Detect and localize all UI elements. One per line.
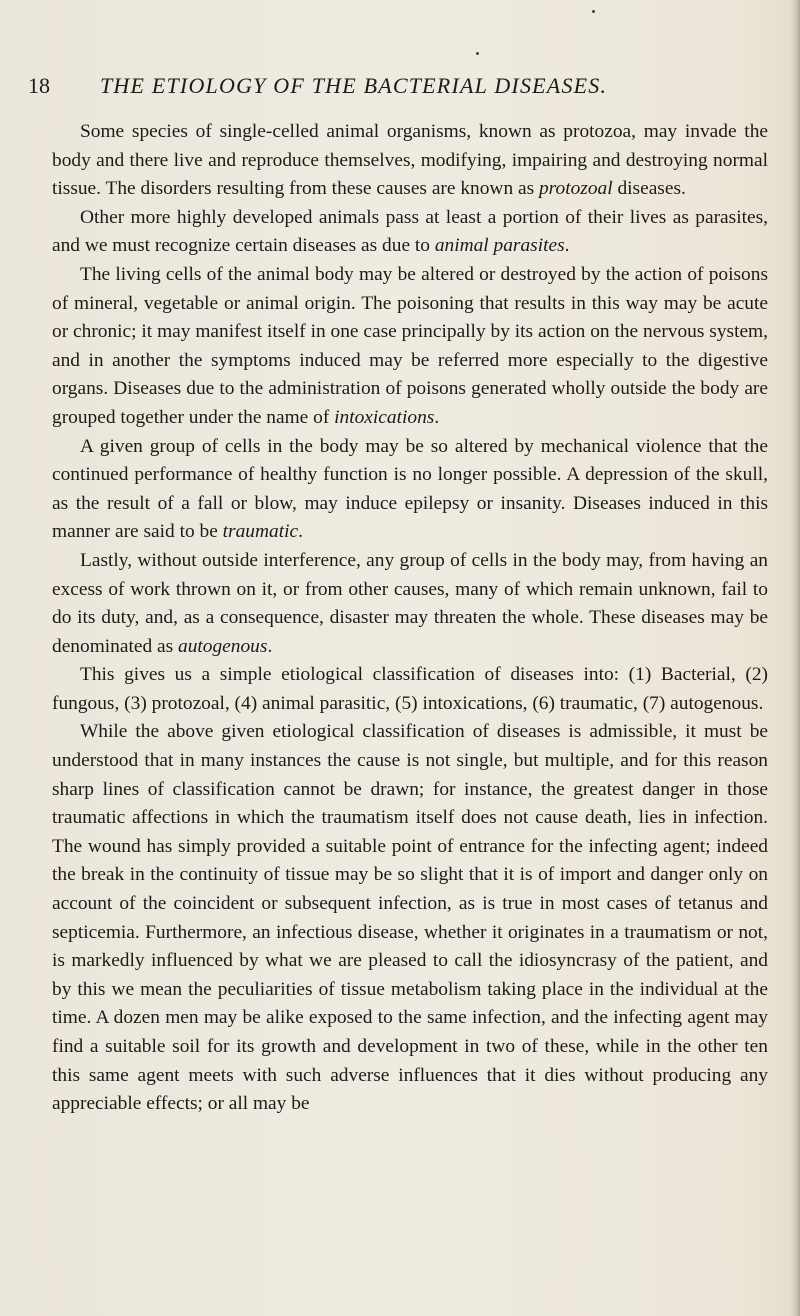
- running-head: THE ETIOLOGY OF THE BACTERIAL DISEASES.: [100, 73, 608, 98]
- paragraph-text: .: [267, 635, 273, 657]
- paragraph-text: This gives us a simple etiological classification of diseases into: (1) Bacterial, (2) fungous, (3) protozoal, (4) animal parasitic, (5) intoxications, (6) traumatic, (7) autogenous.: [52, 664, 768, 714]
- paragraph-text: The living cells of the animal body may be altered or destroyed by the action of poisons of mineral, vegetable or animal origin. The poisoning that results in this way may be acute or chronic; it may manifest itself in one case principally by its action on the nervous system, and in another the symptoms induced may be referred more especially to the digestive organs. Diseases due to the administration of poisons generated wholly outside the body are grouped together under the name of: [52, 263, 768, 428]
- paragraph-text: .: [298, 521, 303, 543]
- italic-term: traumatic: [222, 521, 299, 543]
- italic-term: intoxications: [334, 406, 435, 428]
- page-header: [28, 72, 768, 104]
- paragraph-text: A given group of cells in the body may be so altered by mechanical violence that the continued performance of healthy function is no longer possible. A depression of the skull, as the result of a fall or blow, may induce epilepsy or insanity. Diseases induced in this manner are said to be: [52, 435, 768, 543]
- paragraph-text: Other more highly developed animals pass at least a portion of their lives as parasites, and we must recognize certain diseases as due to: [52, 206, 768, 257]
- italic-term: animal parasites: [434, 235, 565, 257]
- paragraph-text: Lastly, without outside interference, any group of cells in the body may, from having an excess of work thrown on it, or from other causes, many of which remain unknown, fail to do its duty, and, as a consequence, disaster may threaten the whole. These diseases may be denominated as: [52, 549, 768, 657]
- paragraph-protozoal: [52, 118, 768, 204]
- paragraph-text: diseases.: [612, 178, 686, 200]
- paper-speck: [476, 52, 479, 55]
- paragraph-traumatic: [52, 433, 768, 547]
- paper-speck: [592, 10, 595, 13]
- paragraph-intoxications: [52, 261, 768, 433]
- paragraph-text: .: [434, 406, 440, 428]
- italic-term: protozoal: [538, 178, 613, 200]
- paragraph-multiple-causes: [52, 718, 768, 1118]
- page-number: 18: [28, 73, 50, 98]
- paragraph-animal-parasites: [52, 204, 768, 261]
- body-text: [52, 118, 768, 1119]
- paragraph-text: While the above given etiological classification of diseases is admissible, it must be understood that in many instances the cause is not single, but multiple, and for this reason sharp lines of classification cannot be drawn; for instance, the greatest danger in those traumatic affections in which the traumatism itself does not cause death, lies in infection. The wound has simply provided a suitable point of entrance for the infecting agent; indeed the break in the continuity of tissue may be so slight that it is of import and danger only on account of the coincident or subsequent infection, as is true in most cases of tetanus and septicemia. Furthermore, an infectious disease, whether it originates in a traumatism or not, is markedly influenced by what we are pleased to call the idiosyncrasy of the patient, and by this we mean the peculiarities of tissue metabolism taking place in the individual at the time. A dozen men may be alike exposed to the same infection, and the infecting agent may find a suitable soil for its growth and development in two of these, while in the other ten this same agent meets with such adverse influences that it dies without producing any appreciable effects; or all may be: [52, 721, 768, 1115]
- paragraph-classification: [52, 661, 768, 718]
- paragraph-text: Some species of single-celled animal organisms, known as protozoa, may invade the body and there live and reproduce themselves, modifying, impairing and destroying normal tissue. The disorders resulting from these causes are known as: [52, 121, 768, 200]
- page-edge-shadow: [790, 0, 800, 1316]
- paragraph-text: .: [564, 235, 570, 257]
- italic-term: autogenous: [178, 635, 268, 657]
- paragraph-autogenous: [52, 547, 768, 661]
